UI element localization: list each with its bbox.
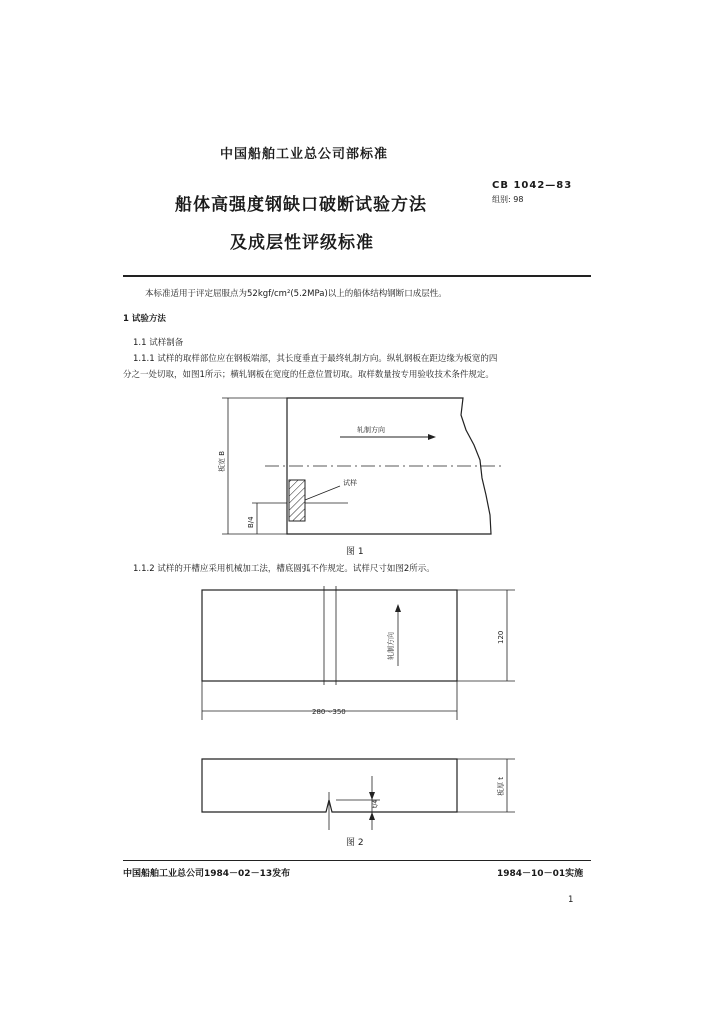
height-label: 120 [497, 630, 505, 644]
footer-divider [123, 860, 591, 861]
thickness-label: 板厚 t [497, 777, 505, 796]
quarter-label: B/4 [247, 516, 255, 528]
section-1-1-heading: 1.1 试样制备 [133, 338, 184, 348]
specimen-side-view [202, 759, 457, 812]
document-title-line1: 船体高强度钢缺口破断试验方法 [175, 195, 427, 215]
figure-2-caption: 图 2 [346, 838, 364, 848]
section-1-heading: 1 试验方法 [123, 314, 166, 324]
issuing-organization: 中国船舶工业总公司部标准 [220, 147, 389, 162]
specimen-label: 试样 [343, 479, 357, 487]
effective-date: 1984－10－01实施 [497, 869, 584, 879]
document-title-line2: 及成层性评级标准 [230, 233, 374, 253]
rolling-direction-label-2: 轧制方向 [387, 632, 395, 660]
page-number: 1 [568, 895, 574, 905]
paragraph-1-1-1-line1: 1.1.1 试样的取样部位应在钢板端部，其长度垂直于最终轧制方向。纵轧钢板在距边缘为板宽的四 [133, 354, 498, 364]
paragraph-1-1-2: 1.1.2 试样的开槽应采用机械加工法，槽底圆弧不作规定。试样尺寸如图2所示。 [133, 564, 435, 574]
standard-code: CB 1042—83 [492, 180, 573, 191]
plate-width-label: 板宽 B [218, 450, 226, 472]
specimen-top-view [202, 590, 457, 681]
rolling-direction-label: 轧制方向 [357, 426, 385, 434]
intro-paragraph: 本标准适用于评定屈服点为52kgf/cm²(5.2MPa)以上的船体结构钢断口成层性。 [145, 289, 447, 299]
length-label: 280～350 [312, 708, 346, 716]
figure-1-caption: 图 1 [346, 547, 364, 557]
notch-depth-label: t/4 [372, 799, 379, 808]
standard-group: 组别: 98 [492, 195, 524, 204]
paragraph-1-1-1-line2: 分之一处切取，如图1所示；横轧钢板在宽度的任意位置切取。取样数量按专用验收技术条件规定。 [123, 370, 494, 380]
publish-date: 中国船舶工业总公司1984－02－13发布 [123, 869, 291, 879]
